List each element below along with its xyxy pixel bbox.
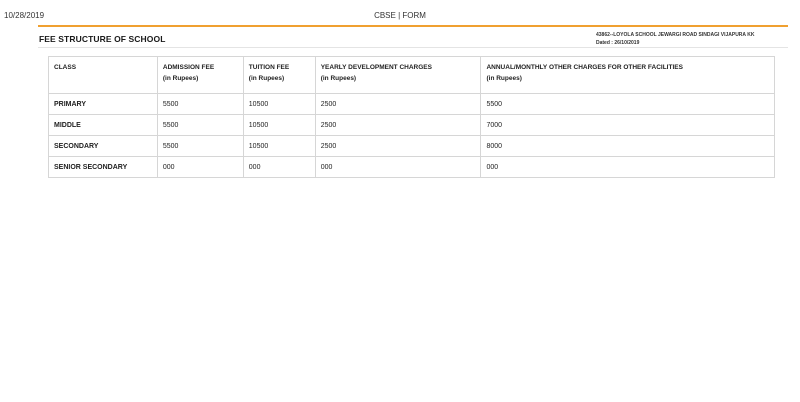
print-header <box>0 11 800 23</box>
section-divider <box>38 47 788 48</box>
header-admission-fee: ADMISSION FEE (in Rupees) <box>157 57 243 94</box>
school-info <box>596 31 796 47</box>
cell-development: 2500 <box>315 136 481 157</box>
cell-development: 000 <box>315 157 481 178</box>
cell-other: 8000 <box>481 136 775 157</box>
section-title: FEE STRUCTURE OF SCHOOL <box>39 34 166 44</box>
cell-class: PRIMARY <box>49 94 158 115</box>
cell-tuition: 10500 <box>243 94 315 115</box>
table-row <box>49 115 775 136</box>
cell-admission: 5500 <box>157 94 243 115</box>
header-other-charges: ANNUAL/MONTHLY OTHER CHARGES FOR OTHER FACILITIES (in Rupees) <box>481 57 775 94</box>
cell-admission: 5500 <box>157 115 243 136</box>
cell-development: 2500 <box>315 115 481 136</box>
header-class: CLASS <box>49 57 158 94</box>
dated-line: Dated : 26/10/2019 <box>596 40 640 46</box>
cell-tuition: 000 <box>243 157 315 178</box>
cell-other: 5500 <box>481 94 775 115</box>
cell-class: MIDDLE <box>49 115 158 136</box>
header-development-charges: YEARLY DEVELOPMENT CHARGES (in Rupees) <box>315 57 481 94</box>
table-row <box>49 157 775 178</box>
print-date: 10/28/2019 <box>4 11 45 20</box>
table-row <box>49 94 775 115</box>
table-row <box>49 136 775 157</box>
print-title: CBSE | FORM <box>374 11 426 20</box>
fee-structure-table <box>48 56 775 178</box>
cell-class: SECONDARY <box>49 136 158 157</box>
table-header-row <box>49 57 775 94</box>
header-tuition-fee: TUITION FEE (in Rupees) <box>243 57 315 94</box>
accent-divider <box>38 25 788 27</box>
cell-other: 7000 <box>481 115 775 136</box>
cell-admission: 5500 <box>157 136 243 157</box>
cell-tuition: 10500 <box>243 136 315 157</box>
cell-other: 000 <box>481 157 775 178</box>
school-name-line: 43862--LOYOLA SCHOOL JEWARGI ROAD SINDAGI VIJAPURA KK <box>596 32 755 38</box>
cell-class: SENIOR SECONDARY <box>49 157 158 178</box>
cell-tuition: 10500 <box>243 115 315 136</box>
cell-development: 2500 <box>315 94 481 115</box>
cell-admission: 000 <box>157 157 243 178</box>
